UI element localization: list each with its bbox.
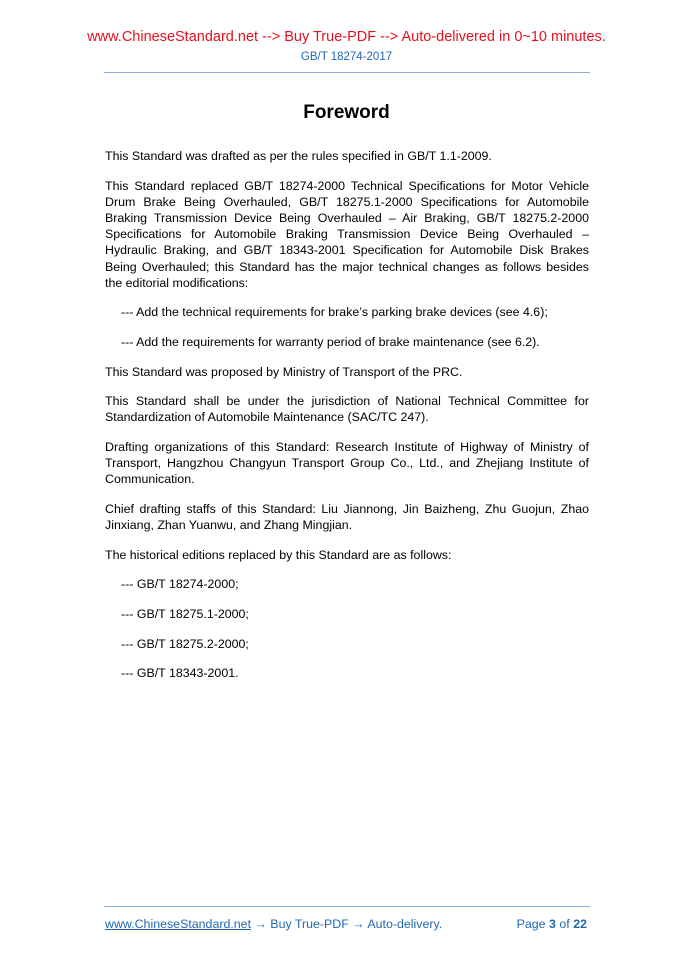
of-label: of [559, 917, 570, 931]
foreword-body [105, 148, 589, 695]
footer-divider [104, 906, 590, 907]
header-banner[interactable]: www.ChineseStandard.net --> Buy True-PDF --> Auto-delivered in 0~10 minutes. [87, 29, 606, 45]
page-footer [105, 917, 587, 931]
paragraph-replaced-standards: This Standard replaced GB/T 18274-2000 Technical Specifications for Motor Vehicle Drum Brake Being Overhauled, GB/T 18275.1-2000 Specifications for Automobile Braking Transmission Device Being Overhauled – Air Braking, GB/T 18275.2-2000 Specifications for Automobile Braking Transmission Device Being Overhauled – Hydraulic Braking, and GB/T 18343-2001 Specification for Automobile Disk Brakes Being Overhauled; this Standard has the major technical changes as follows besides the editorial modifications: [105, 178, 589, 290]
header-divider [104, 72, 590, 73]
footer-tagline: → Buy True-PDF → Auto-delivery. [251, 917, 443, 931]
list-item-change: --- Add the technical requirements for brake’s parking brake devices (see 4.6); [121, 305, 548, 320]
paragraph-drafting-organizations: Drafting organizations of this Standard: Research Institute of Highway of Ministry of Transport, Hangzhou Changyun Transport Group Co., Ltd., and Zhejiang Institute of Communication. [105, 439, 589, 487]
paragraph-drafting-staffs: Chief drafting staffs of this Standard: Liu Jiannong, Jin Baizheng, Zhu Guojun, Zhao Jinxiang, Zhan Yuanwu, and Zhang Mingjian. [105, 501, 589, 533]
list-item-edition: --- GB/T 18343-2001. [121, 666, 239, 681]
paragraph-jurisdiction: This Standard shall be under the jurisdiction of National Technical Committee for Standardization of Automobile Maintenance (SAC/TC 247). [105, 394, 589, 425]
page-indicator [517, 917, 587, 931]
page-label: Page [516, 917, 546, 931]
paragraph-proposed-by: This Standard was proposed by Ministry of Transport of the PRC. [105, 364, 463, 379]
footer-site-link[interactable]: www.ChineseStandard.net [105, 917, 252, 931]
total-pages: 22 [573, 917, 587, 931]
list-item-edition: --- GB/T 18275.2-2000; [121, 636, 249, 651]
list-item-edition: --- GB/T 18274-2000; [121, 577, 239, 592]
paragraph-historical-editions: The historical editions replaced by this Standard are as follows: [105, 547, 452, 562]
standard-code: GB/T 18274-2017 [300, 51, 393, 63]
list-item-edition: --- GB/T 18275.1-2000; [121, 606, 249, 621]
paragraph-drafting-rules: This Standard was drafted as per the rules specified in GB/T 1.1-2009. [105, 149, 492, 163]
current-page-number: 3 [549, 917, 556, 931]
list-item-change: --- Add the requirements for warranty period of brake maintenance (see 6.2). [121, 335, 540, 349]
page-title: Foreword [303, 102, 390, 123]
